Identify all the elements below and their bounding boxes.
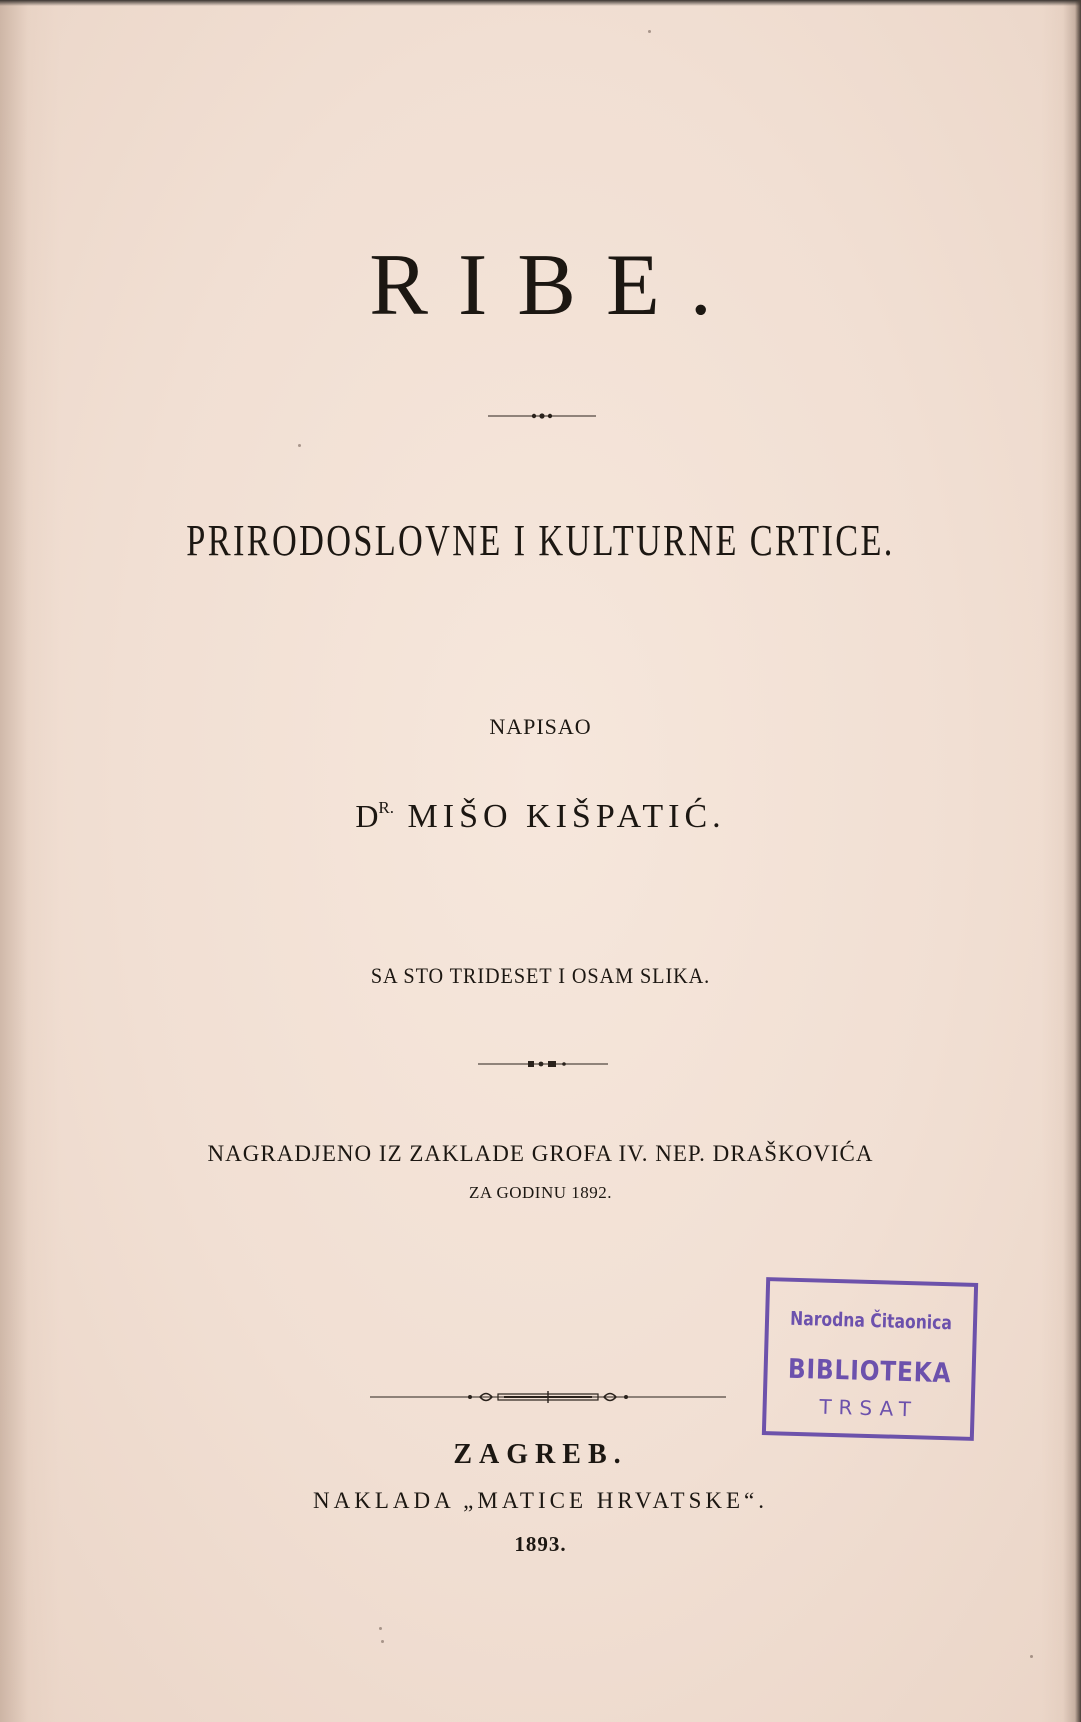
paper-speck	[298, 444, 301, 447]
publication-place: ZAGREB.	[453, 1439, 628, 1470]
illustrations-note: SA STO TRIDESET I OSAM SLIKA.	[370, 963, 711, 988]
book-title: RIBE.	[369, 237, 742, 334]
stamp-line-reading-room: Narodna Čitaonica	[789, 1307, 953, 1335]
award-line: NAGRADJENO IZ ZAKLADE GROFA IV. NEP. DRAŠKOVIĆA	[207, 1141, 874, 1166]
middle-rule-ornament	[478, 1058, 608, 1070]
author-name: MIŠO KIŠPATIĆ.	[407, 798, 726, 835]
stamp-line-place: TRSAT	[819, 1394, 919, 1422]
author-line	[0, 788, 1081, 837]
paper-speck	[381, 1640, 384, 1643]
award-year: ZA GODINU 1892.	[468, 1183, 613, 1202]
author-prefix-sup: R.	[378, 798, 395, 817]
paper-speck	[1030, 1655, 1033, 1658]
library-stamp	[762, 1277, 978, 1441]
paper-speck	[379, 1627, 382, 1630]
book-subtitle: PRIRODOSLOVNE I KULTURNE CRTICE.	[186, 516, 895, 565]
publisher-line: NAKLADA „MATICE HRVATSKE“.	[312, 1488, 769, 1513]
author-prefix: D	[355, 798, 379, 834]
byline-label: NAPISAO	[489, 714, 592, 739]
publication-year: 1893.	[514, 1532, 567, 1556]
paper-speck	[648, 30, 651, 33]
title-rule-ornament	[488, 410, 596, 422]
page-top-edge	[0, 0, 1081, 6]
bottom-rule-ornament	[370, 1388, 726, 1406]
stamp-line-library: BIBLIOTEKA	[787, 1353, 952, 1390]
